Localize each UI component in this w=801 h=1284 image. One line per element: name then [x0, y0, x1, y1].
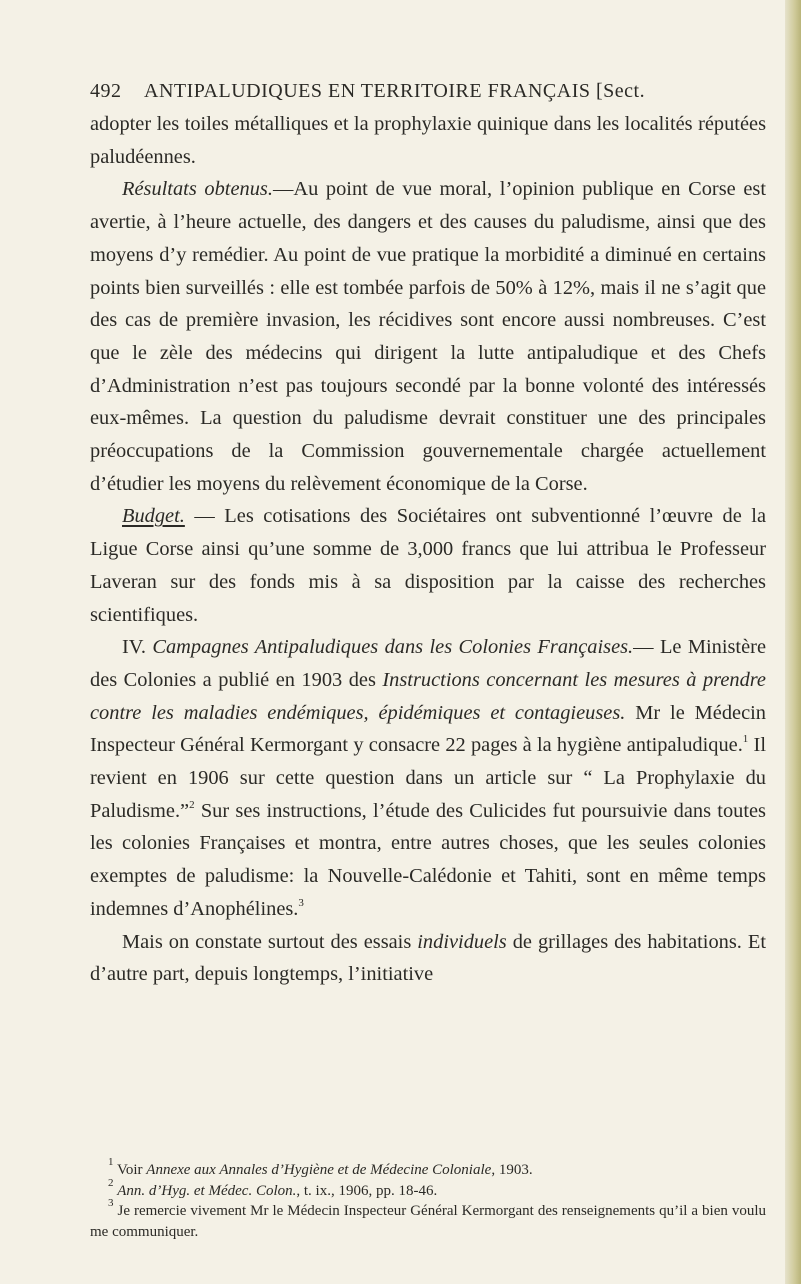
results-text: —Au point de vue moral, l’opinion publique en Corse est avertie, à l’heure actuelle, des dangers et des causes du paludisme, ainsi que des moyens d’y remédier. Au point de vue pratique la morbidité a diminué en certains points bien surveillés : elle est tombée parfois de 50% à 12%, mais il ne s’agit que des cas de première invasion, les récidives sont encore aussi nombreuses. C’est que le zèle des médecins qui dirigent la lutte antipaludique et des Chefs d’Administration n’est pas toujours secondé par la bonne volonté des intéressés eux-mêmes. La question du paludisme devrait constituer une des principales préoccupations de la Commission gouvernementale chargée actuellement d’étudier les moyens du relèvement économique de la Corse. — [90, 178, 766, 495]
footnote-mark: 1 — [108, 1156, 114, 1168]
main-text — [90, 108, 766, 991]
footnote-ref-3[interactable]: 3 — [298, 896, 304, 909]
colonies-text-4: Sur ses instructions, l’étude des Culicides fut poursuivie dans toutes les colonies Françaises et montra, entre autres choses, que les seules colonies exemptes de paludisme: la Nouvelle-Calédonie et Tahiti, sont en même temps indemnes d’Anophélines. — [90, 799, 766, 920]
section-heading-colonies: Campagnes Antipaludiques dans les Colonies Françaises. — [152, 636, 634, 659]
individuels-word: individuels — [417, 930, 507, 953]
page-number: 492 — [90, 80, 122, 102]
paragraph-budget — [90, 500, 766, 631]
book-edge — [785, 0, 801, 1284]
trials-text-1: Mais on constate surtout des essais — [122, 930, 418, 953]
footnote-source: Ann. d’Hyg. et Médec. Colon. — [117, 1182, 297, 1199]
footnote-ref-1[interactable]: 1 — [742, 733, 749, 746]
footnote-ref-2[interactable]: 2 — [189, 798, 195, 811]
colonies-text-1: — Le Ministère des Colonies a publié en 1903 des — [90, 636, 766, 691]
footnote-3 — [90, 1197, 766, 1242]
paragraph-trials — [90, 926, 766, 991]
section-heading-budget: Budget. — [122, 505, 185, 528]
paragraph-colonies — [90, 631, 766, 925]
footnote-mark: 2 — [108, 1176, 114, 1189]
footnote-2 — [90, 1176, 766, 1202]
section-heading-results: Résultats obtenus. — [122, 178, 273, 201]
footnotes — [90, 1156, 766, 1242]
running-title: ANTIPALUDIQUES EN TERRITOIRE FRANÇAIS [Sect. — [144, 80, 646, 102]
footnote-pre: Voir — [113, 1162, 147, 1178]
footnote-post: , t. ix., 1906, pp. 18-46. — [296, 1182, 438, 1199]
footnote-source: Annexe aux Annales d’Hygiène et de Médecine Coloniale — [146, 1162, 492, 1178]
trials-text-2: de grillages des habitations. Et d’autre part, depuis longtemps, l’initiative — [90, 930, 766, 986]
instructions-title: Instructions concernant les mesures à prendre contre les maladies endémiques, épidémiques et contagieuses. — [90, 668, 766, 724]
budget-text: — Les cotisations des Sociétaires ont subventionné l’œuvre de la Ligue Corse ainsi qu’une somme de 3,000 francs que lui attribua le Professeur Laveran sur des fonds mis à sa disposition par la caisse des recherches scientifiques. — [90, 505, 766, 626]
paragraph-results — [90, 173, 766, 500]
section-number: IV. — [122, 636, 153, 659]
colonies-text-3: Il revient en 1906 sur cette question dans un article sur “ La Prophylaxie du Paludisme.” — [90, 734, 766, 822]
footnote-1 — [90, 1156, 766, 1181]
footnote-pre: Je remercie vivement Mr le Médecin Inspecteur Général Kermorgant des renseignements qu’il a bien voulu me communiquer. — [90, 1203, 766, 1240]
paragraph-1: adopter les toiles métalliques et la prophylaxie quinique dans les localités réputées paludéennes. — [90, 113, 766, 168]
footnote-post: , 1903. — [491, 1162, 533, 1178]
footnote-mark: 3 — [108, 1197, 114, 1209]
colonies-text-2: Mr le Médecin Inspecteur Général Kermorgant y consacre 22 pages à la hygiène antipaludique. — [90, 701, 766, 757]
